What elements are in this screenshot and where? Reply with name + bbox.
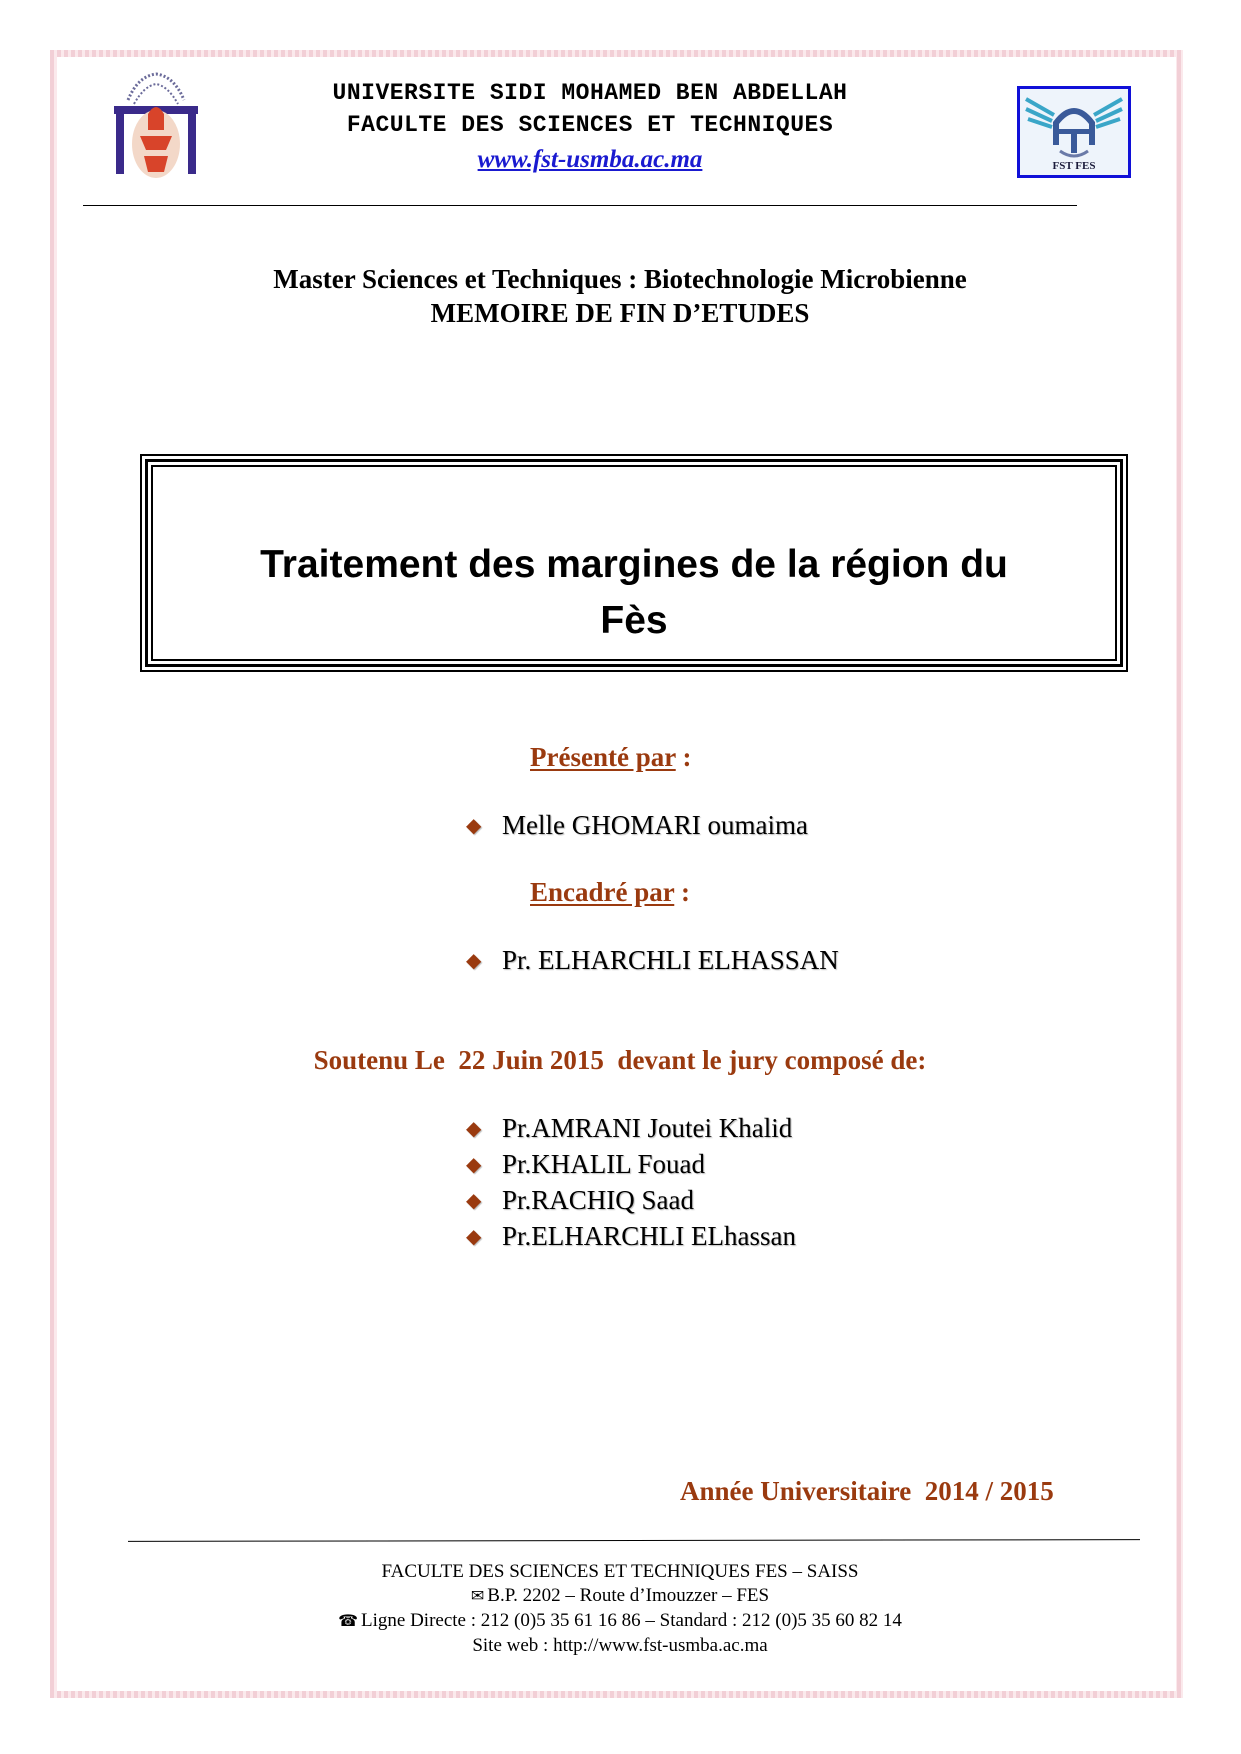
- diamond-bullet-icon: ◆: [466, 1189, 482, 1212]
- footer-website: Site web : http://www.fst-usmba.ac.ma: [472, 1635, 768, 1656]
- title-frame: [140, 454, 1128, 672]
- website-link[interactable]: www.fst-usmba.ac.ma: [477, 146, 703, 173]
- list-item: ◆ Pr.KHALIL Fouad: [466, 1148, 705, 1179]
- document-type: MEMOIRE DE FIN D’ETUDES: [430, 298, 810, 328]
- fst-fes-logo: [1017, 86, 1131, 178]
- university-emblem-logo: [108, 70, 204, 182]
- footer-address: ✉ B.P. 2202 – Route d’Imouzzer – FES: [470, 1585, 770, 1606]
- diamond-bullet-icon: ◆: [466, 950, 482, 972]
- supervisor-list: [466, 945, 839, 976]
- diamond-bullet-icon: ◆: [466, 815, 482, 837]
- list-item: ◆ Pr. ELHARCHLI ELHASSAN: [466, 945, 839, 975]
- diamond-bullet-icon: ◆: [466, 1225, 482, 1248]
- footer-phones: ☎ Ligne Directe : 212 (0)5 35 61 16 86 – Standard : 212 (0)5 35 60 82 14: [338, 1610, 902, 1631]
- presented-by-label: Présenté par :: [530, 742, 692, 772]
- header-divider: [83, 205, 1077, 206]
- presenter-list: [466, 810, 808, 841]
- defense-statement: Soutenu Le 22 Juin 2015 devant le jury composé de:: [313, 1045, 927, 1075]
- academic-year: Année Universitaire 2014 / 2015: [680, 1476, 1054, 1506]
- diamond-bullet-icon: ◆: [466, 1153, 482, 1176]
- master-program: Master Sciences et Techniques : Biotechnologie Microbienne: [273, 264, 967, 294]
- program-heading: [150, 262, 1090, 330]
- list-item: ◆ Melle GHOMARI oumaima: [466, 810, 808, 840]
- telephone-icon: ☎: [338, 1613, 359, 1630]
- list-item: ◆ Pr.RACHIQ Saad: [466, 1184, 695, 1215]
- diamond-bullet-icon: ◆: [466, 1117, 482, 1140]
- faculty-name: FACULTE DES SCIENCES ET TECHNIQUES: [346, 112, 834, 138]
- university-name: UNIVERSITE SIDI MOHAMED BEN ABDELLAH: [332, 80, 848, 106]
- svg-text:FST FES: FST FES: [1052, 160, 1096, 172]
- footer: [200, 1560, 1040, 1658]
- thesis-title: Traitement des margines de la région du Fès: [260, 543, 1008, 642]
- mailbox-icon: ✉: [470, 1588, 485, 1605]
- list-item: ◆ Pr.AMRANI Joutei Khalid: [466, 1112, 793, 1143]
- supervised-by-label: Encadré par :: [530, 877, 691, 907]
- jury-list: [466, 1110, 796, 1254]
- footer-faculty: FACULTE DES SCIENCES ET TECHNIQUES FES – SAISS: [381, 1561, 859, 1582]
- list-item: ◆ Pr.ELHARCHLI ELhassan: [466, 1220, 796, 1251]
